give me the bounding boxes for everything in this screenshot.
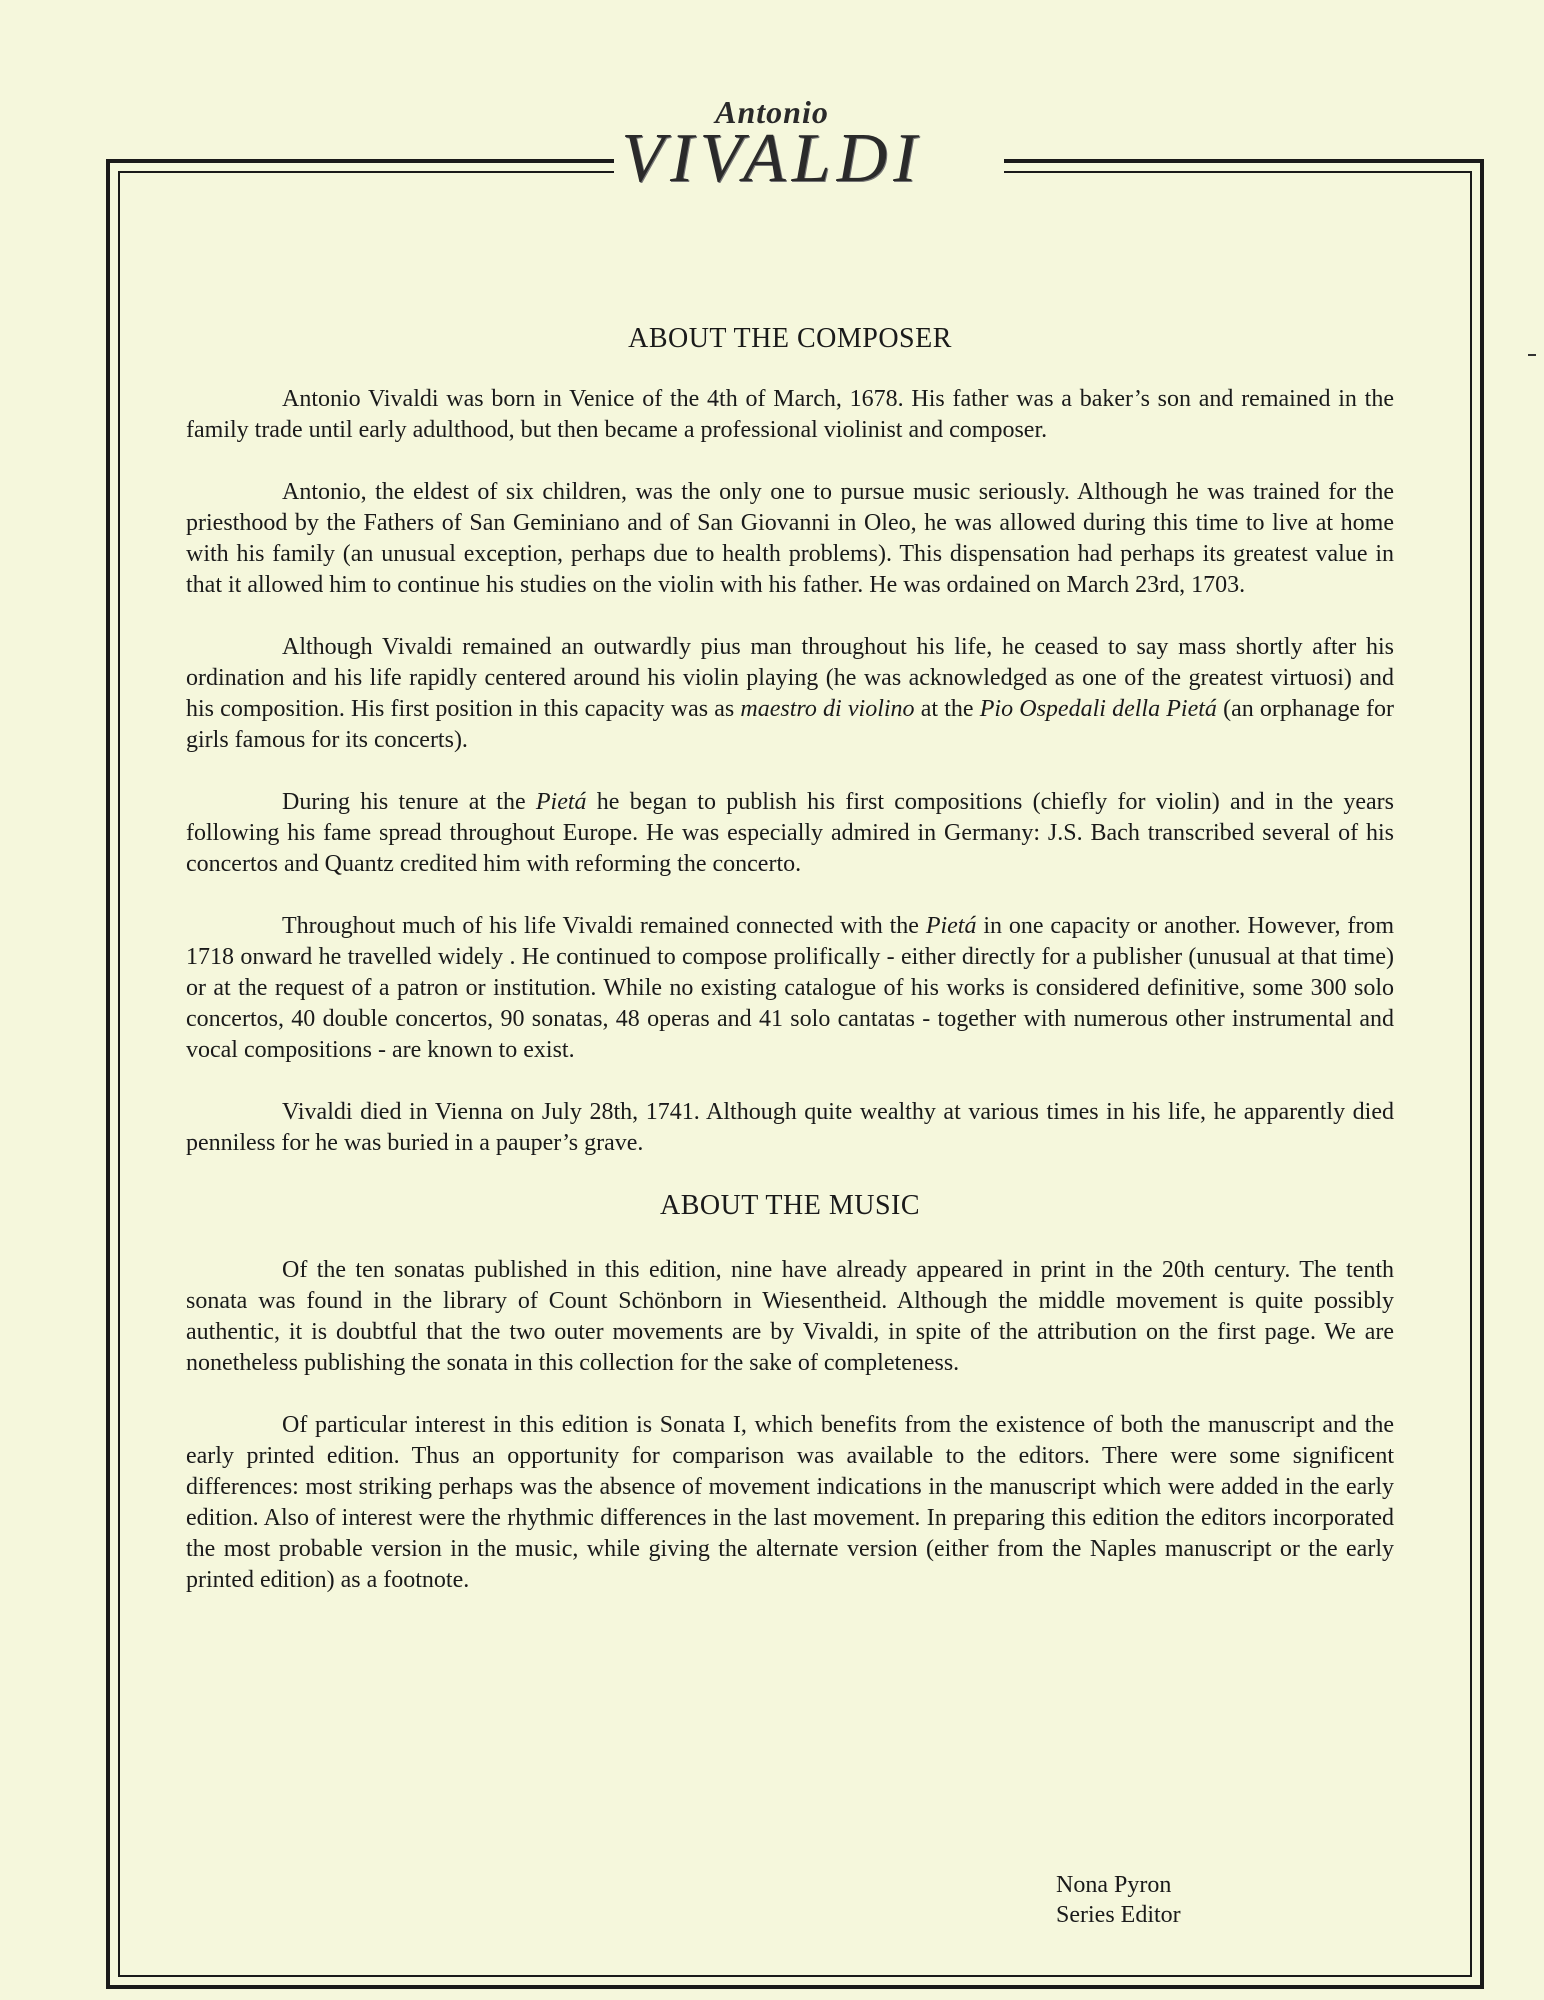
composer-last-name: VIVALDI [621, 120, 923, 197]
body-text [186, 322, 1394, 1627]
composer-paragraph: Although Vivaldi remained an outwardly pius man throughout his life, he ceased to say mass shortly after his ordination and his life rapidly centered around his violin playing (he was acknowledged as one of the greatest virtuosi) and his composition. His first position in this capacity was as maestro di violino at the Pio Ospedali della Pietá (an orphanage for girls famous for its concerts). [186, 634, 1395, 753]
music-paragraph: Of the ten sonatas published in this edition, nine have already appeared in print in the 20th century. The tenth sonata was found in the library of Count Schönborn in Wiesentheid. Although the middle movement is quite possibly authentic, it is doubtful that the two outer movements are by Vivaldi, in spite of the attribution on the first page. We are nonetheless publishing the sonata in this collection for the sake of completeness. [186, 1257, 1394, 1376]
composer-paragraph: During his tenure at the Pietá he began to publish his first compositions (chiefly for violin) and in the years following his fame spread throughout Europe. He was especially admired in Germany: J.S. Bach transcribed several of his concertos and Quantz credited him with reforming the concerto. [186, 789, 1394, 877]
signature [1056, 1870, 1181, 1930]
signature-role: Series Editor [1056, 1902, 1181, 1928]
composer-paragraph: Antonio Vivaldi was born in Venice of the 4th of March, 1678. His father was a baker’s son and remained in the family trade until early adulthood, but then became a professional violinist and composer. [186, 386, 1394, 443]
composer-paragraph: Vivaldi died in Vienna on July 28th, 1741. Although quite wealthy at various times in his life, he apparently died penniless for he was buried in a pauper’s grave. [186, 1099, 1394, 1156]
edge-mark [1528, 354, 1536, 356]
signature-name: Nona Pyron [1056, 1872, 1172, 1898]
music-paragraph: Of particular interest in this edition is Sonata I, which benefits from the existence of both the manuscript and the early printed edition. Thus an opportunity for comparison was available to the editors. There were some significent differences: most striking perhaps was the absence of movement indications in the manuscript which were added in the early edition. Also of interest were the rhythmic differences in the last movement. In preparing this edition the editors incorporated the most probable version in the music, while giving the alternate version (either from the Naples manuscript or the early printed edition) as a footnote. [186, 1412, 1394, 1593]
composer-first-name: Antonio [715, 94, 829, 130]
about-music-heading: ABOUT THE MUSIC [659, 1190, 921, 1221]
composer-paragraph: Throughout much of his life Vivaldi remained connected with the Pietá in one capacity or another. However, from 1718 onward he travelled widely . He continued to compose prolifically - either directly for a publisher (unusual at that time) or at the request of a patron or institution. While no existing catalogue of his works is considered definitive, some 300 solo concertos, 40 double concertos, 90 sonatas, 48 operas and 41 solo cantatas - together with numerous other instrumental and vocal compositions - are known to exist. [186, 913, 1394, 1063]
about-composer-heading: ABOUT THE COMPOSER [628, 323, 952, 354]
composer-paragraph: Antonio, the eldest of six children, was the only one to pursue music seriously. Although he was trained for the priesthood by the Fathers of San Geminiano and of San Giovanni in Oleo, he was allowed during this time to live at home with his family (an unusual exception, perhaps due to health problems). This dispensation had perhaps its greatest value in that it allowed him to continue his studies on the violin with his father. He was ordained on March 23rd, 1703. [186, 479, 1394, 598]
